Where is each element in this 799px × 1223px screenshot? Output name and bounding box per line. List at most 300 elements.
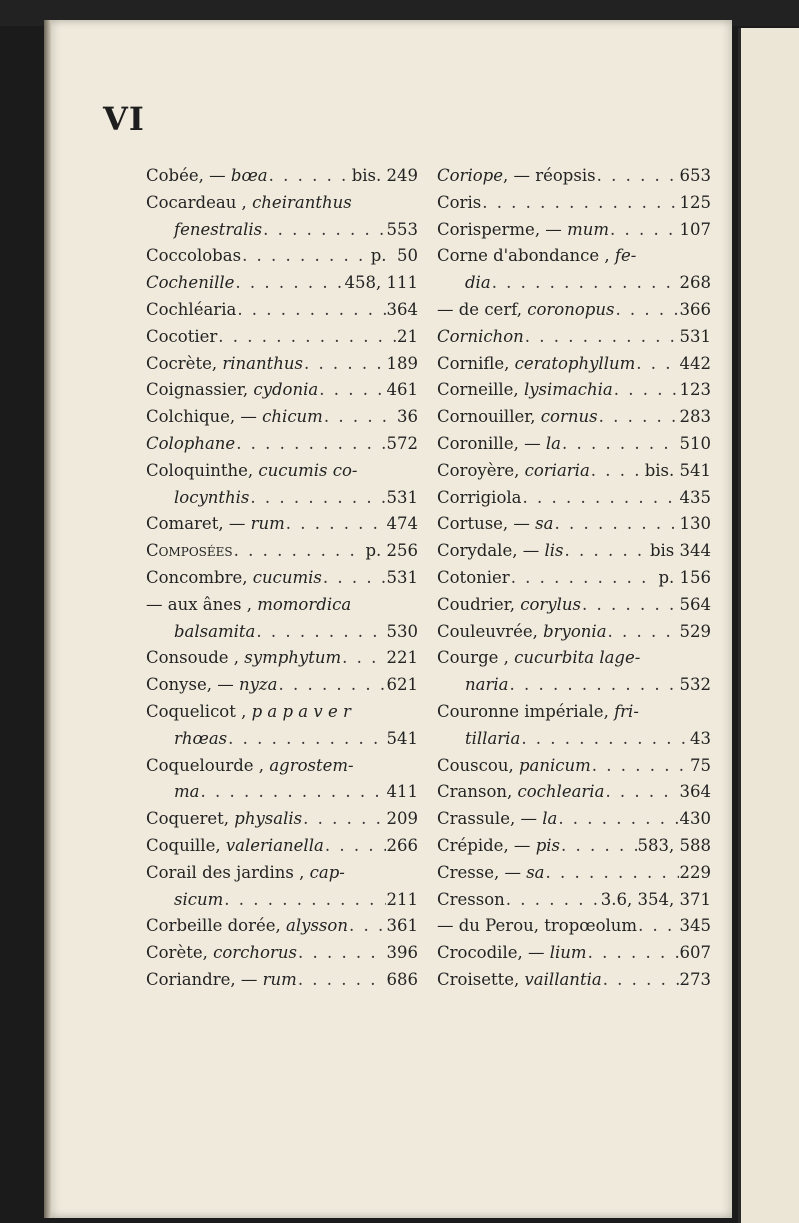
index-entry-term — [146, 511, 285, 538]
index-entry-term — [146, 377, 318, 404]
dot-leader — [636, 351, 678, 378]
latin-name: corylus — [520, 594, 582, 614]
index-entry — [146, 753, 418, 780]
index-entry-term — [146, 940, 297, 967]
french-name: Couronne impériale, — [437, 701, 615, 721]
latin-name: cochlearia — [517, 782, 605, 802]
page-reference: 607 — [679, 943, 711, 963]
index-entry — [146, 511, 418, 538]
index-entry-term — [437, 431, 561, 458]
latin-name: momordica — [257, 594, 352, 614]
french-name: Cocardeau , — [146, 192, 253, 212]
index-entry — [146, 645, 418, 672]
index-entry — [146, 324, 418, 351]
latin-name: agrostem- — [269, 755, 354, 775]
index-entry-term — [146, 592, 351, 619]
french-name: Coroyère, — [437, 460, 525, 480]
latin-name: coronopus — [527, 299, 615, 319]
index-entry — [146, 940, 418, 967]
french-name: Coquille, — [146, 835, 226, 855]
latin-name: bœa — [230, 166, 268, 185]
dot-leader — [564, 538, 648, 565]
index-entry — [437, 243, 711, 270]
latin-name: fe- — [614, 246, 637, 266]
index-entry — [146, 458, 418, 485]
dot-leader — [523, 485, 679, 512]
dot-leader — [235, 270, 343, 297]
latin-name: tillaria — [465, 728, 521, 748]
index-entry-term — [437, 565, 510, 592]
page-reference: 3.6, 354, 371 — [600, 889, 711, 909]
index-entry-term — [437, 377, 613, 404]
page-reference: bis. 541 — [644, 460, 711, 480]
latin-name: cydonia — [253, 380, 319, 400]
index-entry — [437, 565, 711, 592]
index-entry — [146, 485, 418, 512]
dot-leader — [218, 324, 396, 351]
index-entry-term — [146, 913, 348, 940]
index-entry — [146, 297, 418, 324]
dot-leader — [546, 860, 679, 887]
french-name: Comaret, — — [146, 514, 251, 534]
latin-name: Colophane — [146, 433, 236, 453]
page-reference: 130 — [679, 514, 711, 534]
index-entry-term — [437, 243, 636, 270]
french-name: Corydale, — — [437, 541, 545, 561]
latin-name: valerianella — [225, 835, 324, 855]
latin-name: physalis — [234, 809, 303, 829]
index-entry — [146, 619, 418, 646]
dot-leader — [509, 672, 678, 699]
latin-name: naria — [465, 675, 509, 695]
index-entry — [437, 833, 711, 860]
french-name: Cocotier — [146, 326, 218, 346]
dot-leader — [298, 940, 386, 967]
dot-leader — [588, 940, 679, 967]
page-reference: p. 156 — [658, 567, 711, 587]
index-entry — [146, 699, 418, 726]
french-name: Cortuse, — — [437, 514, 536, 534]
page-reference: 361 — [386, 916, 418, 936]
dot-leader — [554, 511, 678, 538]
index-entry-term — [437, 940, 587, 967]
dot-leader — [324, 404, 396, 431]
index-entry — [146, 833, 418, 860]
index-entry-term — [146, 270, 234, 297]
index-entry-term — [437, 913, 637, 940]
dot-leader — [323, 565, 386, 592]
index-entry — [437, 458, 711, 485]
index-entry — [146, 190, 418, 217]
index-entry-term — [437, 699, 639, 726]
dot-leader — [242, 243, 370, 270]
page-reference: 411 — [386, 782, 418, 802]
index-entry-term — [146, 565, 322, 592]
latin-name: fri- — [614, 701, 639, 721]
index-entry-term — [437, 351, 635, 378]
french-name: Coris — [437, 192, 482, 212]
index-entry — [437, 377, 711, 404]
index-entry — [437, 913, 711, 940]
page-reference: 209 — [386, 809, 418, 829]
latin-name: symphytum — [244, 648, 342, 668]
index-entry-term — [146, 163, 268, 190]
index-entry — [437, 324, 711, 351]
page-reference: 564 — [679, 594, 711, 614]
latin-name: cornus — [540, 407, 598, 427]
dot-leader — [349, 913, 386, 940]
french-name: Coignassier, — [146, 380, 254, 400]
page-reference: 531 — [679, 326, 711, 346]
index-entry — [146, 592, 418, 619]
index-entry-term — [437, 297, 614, 324]
french-name: Corne d'abondance , — [437, 246, 615, 266]
index-entry-term — [437, 217, 609, 244]
index-entry-term — [437, 833, 560, 860]
page-reference: 283 — [679, 407, 711, 427]
index-entry — [437, 619, 711, 646]
french-name: Cochléaria — [146, 299, 237, 319]
index-entry-term — [437, 404, 598, 431]
page-reference: 107 — [679, 219, 711, 239]
page-reference: bis 344 — [649, 541, 711, 561]
index-entry-term — [174, 217, 262, 244]
index-entry — [437, 592, 711, 619]
dot-leader — [342, 645, 385, 672]
french-name: , — réopsis — [502, 166, 596, 185]
french-name: Coriandre, — — [146, 969, 263, 989]
page-reference: 572 — [386, 433, 418, 453]
french-name: Coqueret, — [146, 809, 235, 829]
french-name: Cornouiller, — [437, 407, 541, 427]
index-entry-term — [465, 672, 508, 699]
index-entry — [437, 297, 711, 324]
dot-leader — [278, 672, 385, 699]
page-reference: 221 — [386, 648, 418, 668]
latin-name: Cochenille — [146, 273, 235, 293]
latin-name: pis — [535, 835, 560, 855]
index-entry — [437, 431, 711, 458]
french-name: Cocrète, — [146, 353, 223, 373]
latin-name: panicum — [518, 755, 591, 775]
french-name: Crocodile, — — [437, 943, 550, 963]
page-reference: 530 — [386, 621, 418, 641]
french-name: Corbeille dorée, — [146, 916, 287, 936]
adjacent-page-edge — [738, 28, 799, 1223]
latin-name: sa — [526, 862, 545, 882]
index-entry — [146, 243, 418, 270]
french-name: Coquelicot , — [146, 701, 252, 721]
latin-name: chicum — [262, 407, 323, 427]
page-reference: p. 256 — [365, 541, 418, 561]
dot-leader — [597, 163, 679, 190]
latin-name: Cornichon — [437, 326, 524, 346]
page-reference: 366 — [679, 299, 711, 319]
dot-leader — [304, 351, 386, 378]
dot-leader — [562, 431, 679, 458]
french-name: Croisette, — [437, 969, 525, 989]
page-reference: 75 — [690, 755, 711, 775]
index-entry — [437, 511, 711, 538]
latin-name: dia — [465, 273, 491, 293]
dot-leader — [303, 806, 385, 833]
latin-name: sicum — [174, 889, 224, 909]
dot-leader — [319, 377, 385, 404]
french-name: Consoude , — [146, 648, 245, 668]
index-entry-term — [146, 324, 217, 351]
index-entry — [146, 913, 418, 940]
dot-leader — [610, 217, 679, 244]
index-entry — [437, 726, 711, 753]
french-name: Cotonier — [437, 567, 510, 587]
latin-name: vaillantia — [524, 969, 602, 989]
latin-name: rinanthus — [222, 353, 303, 373]
french-name: Composées — [146, 541, 233, 561]
french-name: Coronille, — — [437, 433, 546, 453]
page-reference: 458, 111 — [344, 273, 418, 293]
page-reference: 268 — [679, 273, 711, 293]
latin-name: corchorus — [213, 943, 297, 963]
dot-leader — [325, 833, 386, 860]
latin-name: cucumis co- — [258, 460, 358, 480]
index-entry — [146, 806, 418, 833]
page-reference: 531 — [386, 487, 418, 507]
latin-name: alysson — [286, 916, 348, 936]
index-entry-term — [437, 511, 553, 538]
latin-name: rhœas — [174, 728, 228, 748]
french-name: Coccolobas — [146, 246, 242, 266]
index-entry-term — [437, 967, 602, 994]
page-reference: 541 — [386, 728, 418, 748]
latin-name: fenestralis — [174, 219, 263, 239]
latin-name: coriaria — [524, 460, 590, 480]
page-reference: 36 — [397, 407, 418, 427]
index-entry-term — [437, 190, 481, 217]
index-entry — [146, 351, 418, 378]
index-entry-term — [174, 726, 227, 753]
index-entry-term — [146, 404, 323, 431]
french-name: Crépide, — — [437, 835, 536, 855]
page-reference: 266 — [386, 835, 418, 855]
index-entry-term — [146, 860, 345, 887]
index-entry — [146, 967, 418, 994]
index-entry — [146, 672, 418, 699]
page-number: VI — [103, 100, 145, 138]
french-name: Crassule, — — [437, 809, 543, 829]
dot-leader — [591, 458, 644, 485]
latin-name: lium — [549, 943, 587, 963]
index-entry-term — [146, 297, 236, 324]
page-reference: 529 — [679, 621, 711, 641]
latin-name: lis — [544, 541, 564, 561]
page-reference: 345 — [679, 916, 711, 936]
dot-leader — [582, 592, 678, 619]
page-reference: 211 — [386, 889, 418, 909]
french-name: — de cerf, — [437, 299, 528, 319]
index-entry-term — [174, 619, 255, 646]
index-entry — [437, 967, 711, 994]
latin-name: bryonia — [543, 621, 607, 641]
index-entry — [437, 887, 711, 914]
french-name: Couscou, — [437, 755, 519, 775]
index-entry — [437, 753, 711, 780]
index-entry — [437, 351, 711, 378]
page-reference: 583, 588 — [637, 835, 711, 855]
page-reference: 435 — [679, 487, 711, 507]
french-name: Corail des jardins , — [146, 862, 310, 882]
latin-name: ma — [174, 782, 200, 802]
french-name: Cobée, — — [146, 166, 231, 185]
french-name: Conyse, — — [146, 675, 239, 695]
dot-leader — [603, 967, 679, 994]
index-entry — [437, 806, 711, 833]
dot-leader — [236, 431, 385, 458]
french-name: Coloquinthe, — [146, 460, 259, 480]
index-entry-term — [174, 887, 223, 914]
latin-name: p a p a v e r — [251, 701, 351, 721]
index-entry-term — [146, 753, 354, 780]
page-reference: 189 — [386, 353, 418, 373]
dot-leader — [592, 753, 689, 780]
page-reference: 532 — [679, 675, 711, 695]
index-entry-term — [174, 485, 249, 512]
index-entry — [437, 699, 711, 726]
dot-leader — [237, 297, 385, 324]
page-reference: 621 — [386, 675, 418, 695]
latin-name: ceratophyllum — [514, 353, 636, 373]
dot-leader — [558, 806, 678, 833]
page-reference: 531 — [386, 567, 418, 587]
dot-leader — [234, 538, 365, 565]
index-entry-term — [437, 485, 522, 512]
latin-name: la — [542, 809, 558, 829]
french-name: Corisperme, — — [437, 219, 568, 239]
french-name: Couleuvrée, — [437, 621, 544, 641]
french-name: Coudrier, — [437, 594, 521, 614]
index-entry — [146, 163, 418, 190]
latin-name: cap- — [309, 862, 345, 882]
index-entry — [437, 270, 711, 297]
index-entry-term — [146, 351, 303, 378]
dot-leader — [561, 833, 637, 860]
dot-leader — [511, 565, 658, 592]
index-entry-term — [146, 806, 302, 833]
index-entry-term — [437, 645, 640, 672]
index-entry — [437, 860, 711, 887]
page-reference: 123 — [679, 380, 711, 400]
index-entry — [146, 377, 418, 404]
latin-name: cucurbita lage- — [514, 648, 641, 668]
index-entry-term — [437, 806, 557, 833]
page-reference: 430 — [679, 809, 711, 829]
dot-leader — [506, 887, 600, 914]
index-entry-term — [437, 887, 505, 914]
latin-name: cheiranthus — [252, 192, 352, 212]
page-reference: p. 50 — [370, 246, 418, 266]
french-name: Cranson, — [437, 782, 518, 802]
index-entry — [146, 726, 418, 753]
page-reference: 396 — [386, 943, 418, 963]
dot-leader — [482, 190, 678, 217]
latin-name: rum — [262, 969, 297, 989]
french-name: Cresson — [437, 889, 505, 909]
dot-leader — [492, 270, 679, 297]
page-reference: 125 — [679, 192, 711, 212]
latin-name: lysimachia — [523, 380, 613, 400]
index-entry — [437, 190, 711, 217]
french-name: Corneille, — [437, 380, 524, 400]
index-entry — [437, 672, 711, 699]
index-column-left — [146, 163, 418, 994]
latin-name: la — [545, 433, 561, 453]
page-reference: 273 — [679, 969, 711, 989]
index-entry-term — [146, 458, 358, 485]
index-entry-term — [146, 431, 235, 458]
french-name: Concombre, — [146, 567, 253, 587]
dot-leader — [638, 913, 678, 940]
dot-leader — [256, 619, 385, 646]
page-reference: 364 — [386, 299, 418, 319]
dot-leader — [286, 511, 386, 538]
dot-leader — [521, 726, 689, 753]
dot-leader — [263, 217, 385, 244]
page-reference: 364 — [679, 782, 711, 802]
dot-leader — [605, 779, 678, 806]
french-name: Colchique, — — [146, 407, 263, 427]
french-name: Cresse, — — [437, 862, 527, 882]
dot-leader — [525, 324, 679, 351]
page-reference: 43 — [690, 728, 711, 748]
index-entry-term — [146, 672, 277, 699]
latin-name: mum — [567, 219, 609, 239]
latin-name: cucumis — [252, 567, 322, 587]
index-entry-term — [146, 538, 233, 565]
index-entry — [437, 163, 711, 190]
index-entry-term — [146, 699, 351, 726]
index-entry — [437, 217, 711, 244]
index-column-right — [437, 163, 711, 994]
index-entry — [146, 270, 418, 297]
dot-leader — [599, 404, 679, 431]
latin-name: Coriope — [437, 166, 503, 185]
french-name: Cornifle, — [437, 353, 515, 373]
latin-name: sa — [535, 514, 554, 534]
page-reference: 653 — [679, 166, 711, 185]
index-entry-term — [465, 726, 520, 753]
index-entry — [146, 538, 418, 565]
dot-leader — [608, 619, 679, 646]
index-entry-term — [437, 538, 563, 565]
page-reference: 442 — [679, 353, 711, 373]
french-name: Corrigiola — [437, 487, 522, 507]
page-reference: 461 — [386, 380, 418, 400]
index-entry-term — [146, 243, 241, 270]
page-reference: 553 — [386, 219, 418, 239]
page-reference: 229 — [679, 862, 711, 882]
index-entry-term — [437, 324, 524, 351]
index-entry-term — [174, 779, 199, 806]
index-entry-term — [437, 860, 545, 887]
page-reference: 510 — [679, 433, 711, 453]
latin-name: locynthis — [174, 487, 250, 507]
index-entry — [437, 779, 711, 806]
index-entry-term — [437, 619, 607, 646]
index-entry — [146, 860, 418, 887]
dot-leader — [615, 297, 678, 324]
dot-leader — [269, 163, 351, 190]
dot-leader — [200, 779, 385, 806]
index-entry — [146, 779, 418, 806]
